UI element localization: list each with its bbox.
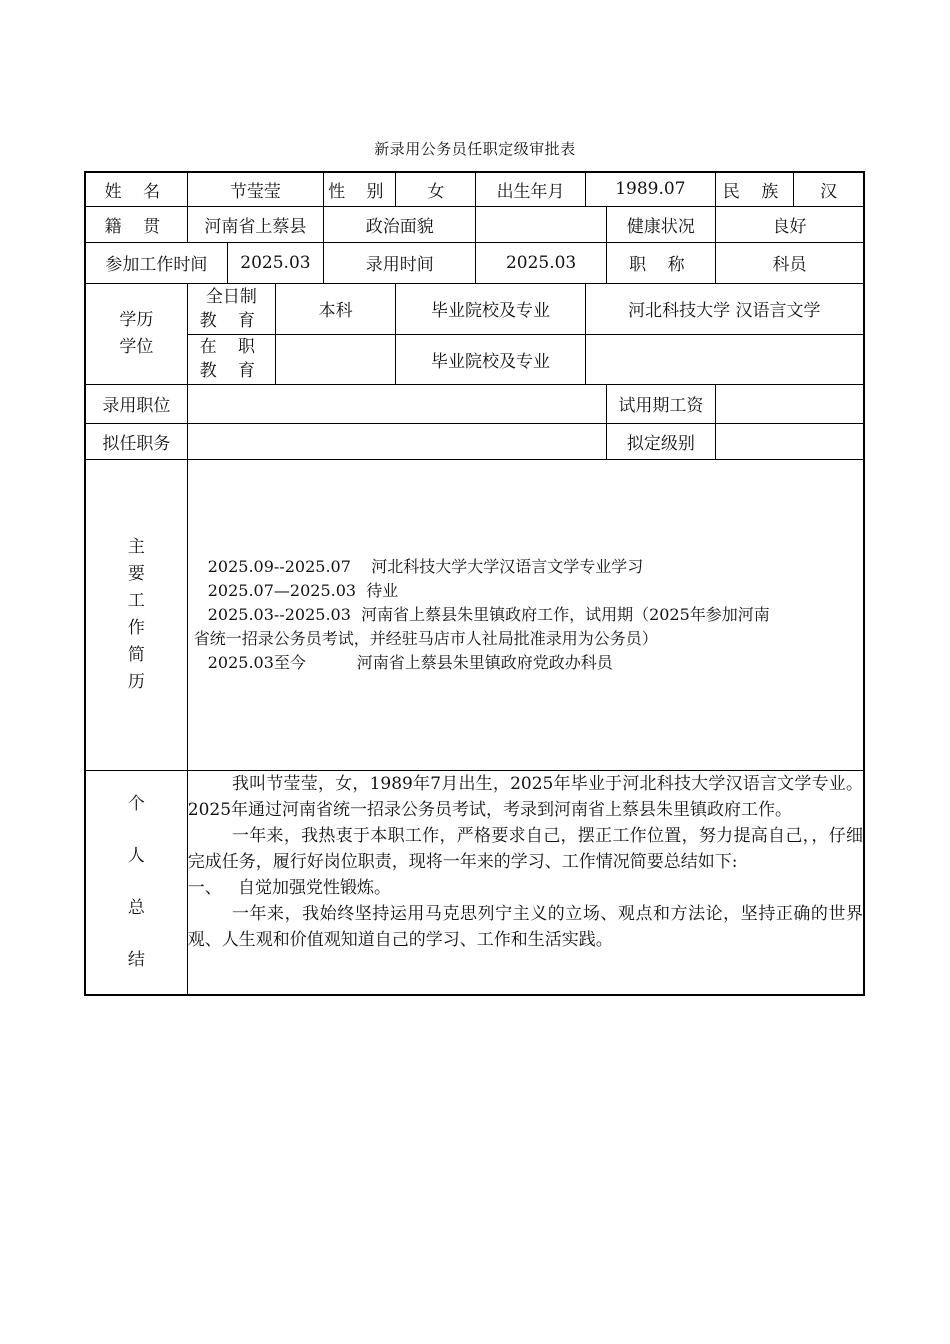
summary-label-char: 结 [127,950,145,971]
resume-line: 2025.03至今 河南省上蔡县朱里镇政府党政办科员 [207,652,613,672]
fulltime-label-line1: 全日制 [205,286,257,307]
political-status-value [476,206,606,242]
document-title: 新录用公务员任职定级审批表 [374,140,576,158]
ethnic-label: 民 族 [716,172,794,206]
resume-label-char: 历 [127,671,145,692]
summary-paragraph: 一年来，我始终坚持运用马克思列宁主义的立场、观点和方法论，坚持正确的世界观、人生观和价值观知道自己的学习、工作和生活实践。 [187,903,863,950]
birth-value: 1989.07 [585,172,715,206]
approval-form-table [84,171,865,996]
resume-label-char: 工 [127,590,145,611]
hire-position-label: 录用职位 [85,384,187,423]
resume-line: 省统一招录公务员考试，并经驻马店市人社局批准录用为公务员） [193,628,658,648]
proposed-post-value [187,423,606,459]
probation-salary-value [716,384,864,423]
work-resume-content [187,459,864,770]
political-status-label: 政治面貌 [324,206,476,242]
resume-line: 2025.09--2025.07 河北科技大学大学汉语言文学专业学习 [207,556,644,576]
form-row-education-fulltime [85,283,864,334]
name-value: 节莹莹 [187,172,323,206]
probation-salary-label: 试用期工资 [606,384,715,423]
native-place-label: 籍 贯 [85,206,187,242]
proposed-level-label: 拟定级别 [606,423,715,459]
fulltime-label-line2: 教 育 [199,310,264,331]
onjob-label-line1: 在 职 [199,337,264,357]
professional-title-value: 科员 [716,242,864,283]
hire-date-label: 录用时间 [324,242,476,283]
summary-label-char: 总 [127,898,145,919]
onjob-degree-value [275,334,395,384]
personal-summary-content [187,770,864,995]
proposed-post-label: 拟任职务 [85,423,187,459]
form-row-personal-summary [85,770,864,995]
work-start-label: 参加工作时间 [85,242,227,283]
education-label-line1: 学历 [119,309,154,330]
native-place-value: 河南省上蔡县 [187,206,323,242]
gender-value: 女 [396,172,476,206]
work-start-value: 2025.03 [227,242,323,283]
ethnic-value: 汉 [794,172,864,206]
summary-label-char: 人 [127,846,145,867]
resume-label-char: 作 [127,617,145,638]
fulltime-degree-value: 本科 [275,283,395,334]
summary-paragraph: 我叫节莹莹，女，1989年7月出生，2025年毕业于河北科技大学汉语言文学专业。2025年通过河南省统一招录公务员考试，考录到河南省上蔡县朱里镇政府工作。 [187,773,863,820]
resume-line: 2025.03--2025.03 河南省上蔡县朱里镇政府工作，试用期（2025年参加河南 [207,604,770,624]
summary-label-char: 个 [127,794,145,815]
onjob-education-label [187,334,275,384]
summary-paragraph: 一年来，我热衷于本职工作，严格要求自己，摆正工作位置，努力提高自己，，仔细完成任务，履行好岗位职责，现将一年来的学习、工作情况简要总结如下: [187,825,863,872]
onjob-label-line2: 教 育 [199,361,264,381]
hire-position-value [187,384,606,423]
fulltime-education-label [187,283,275,334]
resume-label-char: 简 [127,644,145,665]
health-value: 良好 [716,206,864,242]
onjob-school-value [585,334,864,384]
personal-summary-label [85,770,187,995]
resume-label-char: 要 [127,563,145,584]
resume-line: 2025.07—2025.03 待业 [207,580,399,600]
birth-label: 出生年月 [476,172,585,206]
form-row-origin [85,206,864,242]
name-label: 姓 名 [85,172,187,206]
form-row-proposed-post [85,423,864,459]
education-label [85,283,187,384]
fulltime-school-value: 河北科技大学 汉语言文学 [585,283,864,334]
form-row-work-dates [85,242,864,283]
education-label-line2: 学位 [119,336,154,357]
fulltime-school-label: 毕业院校及专业 [396,283,585,334]
resume-lines [188,555,863,675]
form-row-basic-info [85,172,864,206]
form-row-education-onjob [85,334,864,384]
health-label: 健康状况 [606,206,715,242]
resume-label-char: 主 [127,536,145,557]
onjob-school-label: 毕业院校及专业 [396,334,585,384]
gender-label: 性 别 [324,172,396,206]
proposed-level-value [716,423,864,459]
professional-title-label: 职 称 [606,242,715,283]
summary-heading: 一、 自觉加强党性锻炼。 [187,877,391,898]
hire-date-value: 2025.03 [476,242,606,283]
form-row-hire-position [85,384,864,423]
form-row-work-resume [85,459,864,770]
work-resume-label [85,459,187,770]
